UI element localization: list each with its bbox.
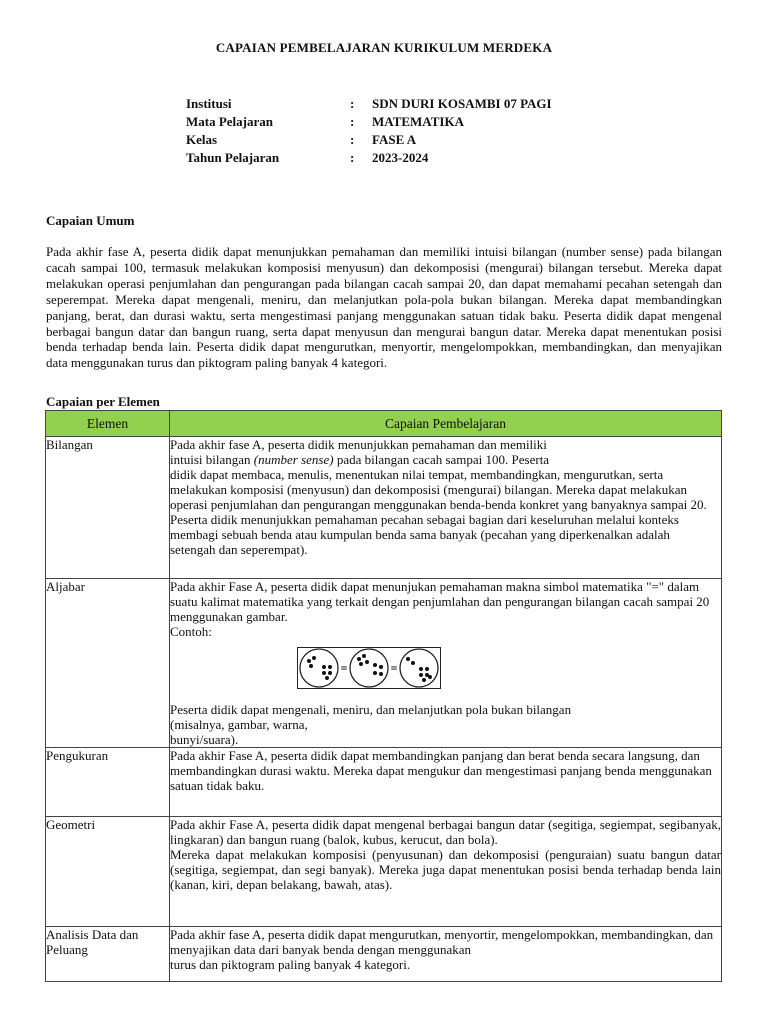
aljabar-paragraph-1: Pada akhir Fase A, peserta didik dapat menunjukan pemahaman makna simbol matematika "=" dalam suatu kalimat matematika yang terkait dengan penjumlahan dan pengurangan bilangan cacah sampai 20 menggunakan gambar. xyxy=(170,579,710,624)
table-row-bilangan xyxy=(46,437,722,579)
capaian-umum-paragraph: Pada akhir fase A, peserta didik dapat menunjukkan pemahaman dan memiliki intuisi bilangan (number sense) pada bilangan cacah sampai 100, termasuk melakukan komposisi menyusun) dan dekomposisi (mengurai) bilangan tersebut. Mereka dapat melakukan operasi penjumlahan dan pengurangan pada bilangan cacah sampai 20, dan dapat memahami pecahan setengah dan seperempat. Mereka dapat mengenali, meniru, dan melanjutkan pola-pola bukan bilangan. Mereka dapat membandingkan panjang, berat, dan durasi waktu, serta mengestimasi panjang menggunakan satuan tidak baku. Peserta didik dapat mengenal berbagai bangun datar dan bangun ruang, serta dapat menyusun dan mengurai bangun datar. Mereka dapat menentukan posisi benda terhadap benda lain. Peserta didik dapat mengurutkan, menyortir, mengelompokkan, membandingkan, dan menyajikan data menggunakan turus dan piktogram paling banyak 4 kategori. xyxy=(46,244,722,371)
bilangan-last-line: setengah dan seperempat). xyxy=(170,542,308,557)
info-label: Institusi xyxy=(186,96,232,111)
aljabar-paragraph-2b: (misalnya, gambar, warna, xyxy=(170,717,308,732)
elemen-name: Aljabar xyxy=(46,579,170,748)
pengukuran-text: Pada akhir Fase A, peserta didik dapat membandingkan panjang dan berat benda secara langsung, dan membandingkan durasi waktu. Mereka dapat mengukur dan mengestimasi panjang benda menggunakan satuan tidak baku. xyxy=(170,748,712,793)
info-label: Kelas xyxy=(186,132,218,147)
elemen-description xyxy=(170,579,722,748)
capaian-table xyxy=(45,410,722,982)
dots-equation-illustration xyxy=(297,647,441,689)
elemen-description xyxy=(170,437,722,579)
info-label: Tahun Pelajaran xyxy=(186,150,280,165)
info-row-kelas xyxy=(186,132,552,150)
geometri-paragraph-2: Mereka dapat melakukan komposisi (penyusunan) dan dekomposisi (penguraian) suatu bangun datar (segitiga, segiempat, dan segi banyak). Mereka juga dapat menentukan posisi benda terhadap benda lain (kanan, kiri, depan belakang, bawah, atas). xyxy=(170,847,721,892)
aljabar-paragraph-2c: bunyi/suara). xyxy=(170,732,239,747)
table-row-analisis-data xyxy=(46,927,722,982)
info-colon: : xyxy=(350,114,355,129)
bilangan-line-1: Pada akhir fase A, peserta didik menunjukkan pemahaman dan memiliki xyxy=(170,437,547,452)
info-value: SDN DURI KOSAMBI 07 PAGI xyxy=(372,96,552,111)
info-row-tahun-pelajaran xyxy=(186,150,552,168)
aljabar-paragraph-2a: Peserta didik dapat mengenali, meniru, dan melanjutkan pola bukan bilangan xyxy=(170,702,572,717)
elemen-name: Analisis Data dan Peluang xyxy=(46,927,170,982)
info-value: FASE A xyxy=(372,132,417,147)
elemen-name: Pengukuran xyxy=(46,748,170,817)
table-row-geometri xyxy=(46,817,722,927)
text-run: pada bilangan cacah sampai 100. Peserta xyxy=(333,452,550,467)
col-header-capaian: Capaian Pembelajaran xyxy=(170,411,722,437)
info-colon: : xyxy=(350,132,355,147)
text-run: intuisi bilangan xyxy=(170,452,254,467)
table-row-aljabar xyxy=(46,579,722,748)
elemen-description xyxy=(170,927,722,982)
info-value: 2023-2024 xyxy=(372,150,429,165)
info-row-institusi xyxy=(186,96,552,114)
elemen-name: Bilangan xyxy=(46,437,170,579)
page-title: CAPAIAN PEMBELAJARAN KURIKULUM MERDEKA xyxy=(215,40,553,55)
bilangan-rest: didik dapat membaca, menulis, menentukan nilai tempat, membandingkan, mengurutkan, serta melakukan komposisi (menyusun) dan dekomposisi (mengurai) bilangan. Mereka dapat melakukan operasi penjumlahan dan pengurangan menggunakan benda-benda konkret yang banyaknya sampai 20. Peserta didik menunjukkan pemahaman pecahan sebagai bagian dari keseluruhan melalui konteks membagi sebuah benda atau kumpulan benda sama banyak (pecahan yang diperkenalkan adalah xyxy=(170,467,707,542)
elemen-description xyxy=(170,748,722,817)
geometri-paragraph-1: Pada akhir Fase A, peserta didik dapat mengenal berbagai bangun datar (segitiga, segiempat, segibanyak, lingkaran) dan bangun ruang (balok, kubus, kerucut, dan bola). xyxy=(170,817,721,847)
info-label: Mata Pelajaran xyxy=(186,114,274,129)
info-colon: : xyxy=(350,96,355,111)
elemen-name: Geometri xyxy=(46,817,170,927)
equals-sign: = xyxy=(390,661,398,675)
elemen-description xyxy=(170,817,722,927)
analisis-paragraph-1: Pada akhir fase A, peserta didik dapat mengurutkan, menyortir, mengelompokkan, membandingkan, dan menyajikan data dari banyak benda dengan menggunakan xyxy=(170,927,714,957)
equals-sign: = xyxy=(340,661,348,675)
table-header-row xyxy=(46,411,722,437)
col-header-elemen: Elemen xyxy=(46,411,170,437)
circle-left xyxy=(300,649,338,687)
table-row-pengukuran xyxy=(46,748,722,817)
info-value: MATEMATIKA xyxy=(372,114,464,129)
italic-term: (number sense) xyxy=(253,452,334,467)
capaian-per-elemen-heading: Capaian per Elemen xyxy=(46,394,160,409)
bilangan-line-2 xyxy=(170,452,721,467)
analisis-paragraph-2: turus dan piktogram paling banyak 4 kategori. xyxy=(170,957,411,972)
info-colon: : xyxy=(350,150,355,165)
info-row-mata-pelajaran xyxy=(186,114,552,132)
aljabar-contoh: Contoh: xyxy=(170,624,212,639)
equation-picture xyxy=(297,647,721,692)
capaian-umum-heading: Capaian Umum xyxy=(46,213,135,228)
info-block xyxy=(186,96,552,168)
circle-right xyxy=(400,649,438,687)
